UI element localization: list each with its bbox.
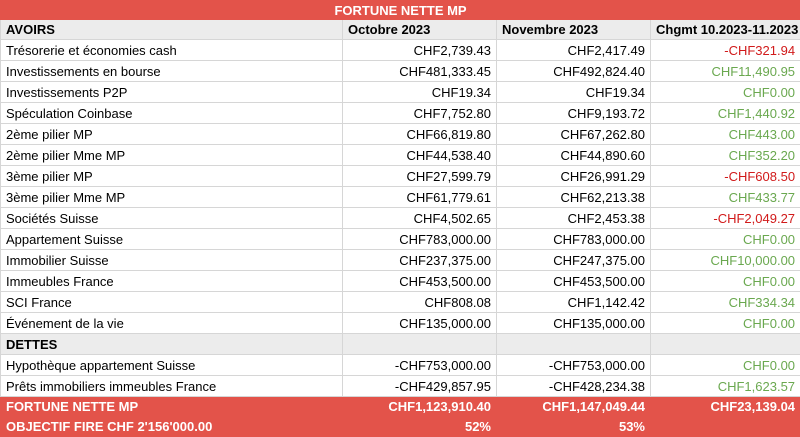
november-value[interactable]: CHF492,824.40 (497, 61, 651, 82)
change-value[interactable]: CHF352.20 (651, 145, 800, 166)
row-label[interactable]: Appartement Suisse (1, 229, 343, 250)
total-row (1, 397, 800, 417)
october-value[interactable]: CHF783,000.00 (343, 229, 497, 250)
table-row (1, 82, 800, 103)
change-value[interactable]: -CHF608.50 (651, 166, 800, 187)
header-november[interactable]: Novembre 2023 (497, 20, 651, 40)
row-label[interactable]: SCI France (1, 292, 343, 313)
table-row (1, 376, 800, 397)
october-value[interactable]: CHF481,333.45 (343, 61, 497, 82)
row-label[interactable]: Investissements en bourse (1, 61, 343, 82)
table-row (1, 145, 800, 166)
november-value[interactable]: CHF26,991.29 (497, 166, 651, 187)
objectif-november[interactable]: 53% (497, 417, 651, 437)
october-value[interactable]: CHF237,375.00 (343, 250, 497, 271)
sheet-title: FORTUNE NETTE MP (1, 1, 800, 20)
november-value[interactable]: CHF1,142.42 (497, 292, 651, 313)
november-value[interactable]: -CHF428,234.38 (497, 376, 651, 397)
change-value[interactable]: CHF0.00 (651, 229, 800, 250)
october-value[interactable]: CHF66,819.80 (343, 124, 497, 145)
november-value[interactable]: CHF62,213.38 (497, 187, 651, 208)
empty-cell[interactable] (497, 334, 651, 355)
change-value[interactable]: CHF1,623.57 (651, 376, 800, 397)
change-value[interactable]: CHF11,490.95 (651, 61, 800, 82)
section-dettes-row (1, 334, 800, 355)
row-label[interactable]: Immobilier Suisse (1, 250, 343, 271)
november-value[interactable]: CHF2,453.38 (497, 208, 651, 229)
row-label[interactable]: Événement de la vie (1, 313, 343, 334)
table-row (1, 166, 800, 187)
october-value[interactable]: -CHF753,000.00 (343, 355, 497, 376)
november-value[interactable]: CHF67,262.80 (497, 124, 651, 145)
empty-cell[interactable] (651, 334, 800, 355)
row-label[interactable]: 3ème pilier Mme MP (1, 187, 343, 208)
october-value[interactable]: CHF808.08 (343, 292, 497, 313)
october-value[interactable]: CHF4,502.65 (343, 208, 497, 229)
objectif-change[interactable] (651, 417, 800, 437)
change-value[interactable]: CHF0.00 (651, 313, 800, 334)
change-value[interactable]: -CHF2,049.27 (651, 208, 800, 229)
november-value[interactable]: CHF44,890.60 (497, 145, 651, 166)
change-value[interactable]: CHF334.34 (651, 292, 800, 313)
total-october[interactable]: CHF1,123,910.40 (343, 397, 497, 417)
table-row (1, 271, 800, 292)
total-november[interactable]: CHF1,147,049.44 (497, 397, 651, 417)
november-value[interactable]: CHF9,193.72 (497, 103, 651, 124)
total-label[interactable]: FORTUNE NETTE MP (1, 397, 343, 417)
row-label[interactable]: Sociétés Suisse (1, 208, 343, 229)
row-label[interactable]: Trésorerie et économies cash (1, 40, 343, 61)
october-value[interactable]: CHF19.34 (343, 82, 497, 103)
november-value[interactable]: CHF135,000.00 (497, 313, 651, 334)
table-row (1, 313, 800, 334)
november-value[interactable]: CHF2,417.49 (497, 40, 651, 61)
october-value[interactable]: CHF135,000.00 (343, 313, 497, 334)
table-row (1, 355, 800, 376)
row-label[interactable]: Hypothèque appartement Suisse (1, 355, 343, 376)
title-row (1, 1, 800, 20)
october-value[interactable]: CHF61,779.61 (343, 187, 497, 208)
row-label[interactable]: Spéculation Coinbase (1, 103, 343, 124)
table-row (1, 124, 800, 145)
table-row (1, 208, 800, 229)
november-value[interactable]: CHF247,375.00 (497, 250, 651, 271)
row-label[interactable]: 2ème pilier MP (1, 124, 343, 145)
november-value[interactable]: -CHF753,000.00 (497, 355, 651, 376)
table-row (1, 229, 800, 250)
table-row (1, 61, 800, 82)
header-row (1, 20, 800, 40)
change-value[interactable]: CHF1,440.92 (651, 103, 800, 124)
row-label[interactable]: 3ème pilier MP (1, 166, 343, 187)
table-row (1, 40, 800, 61)
objectif-october[interactable]: 52% (343, 417, 497, 437)
october-value[interactable]: CHF7,752.80 (343, 103, 497, 124)
october-value[interactable]: CHF2,739.43 (343, 40, 497, 61)
change-value[interactable]: -CHF321.94 (651, 40, 800, 61)
table-row (1, 250, 800, 271)
november-value[interactable]: CHF19.34 (497, 82, 651, 103)
header-avoirs[interactable]: AVOIRS (1, 20, 343, 40)
change-value[interactable]: CHF0.00 (651, 271, 800, 292)
header-change[interactable]: Chgmt 10.2023-11.2023 (651, 20, 800, 40)
table-row (1, 187, 800, 208)
row-label[interactable]: Investissements P2P (1, 82, 343, 103)
october-value[interactable]: CHF44,538.40 (343, 145, 497, 166)
change-value[interactable]: CHF0.00 (651, 82, 800, 103)
october-value[interactable]: -CHF429,857.95 (343, 376, 497, 397)
row-label[interactable]: Prêts immobiliers immeubles France (1, 376, 343, 397)
october-value[interactable]: CHF453,500.00 (343, 271, 497, 292)
change-value[interactable]: CHF433.77 (651, 187, 800, 208)
october-value[interactable]: CHF27,599.79 (343, 166, 497, 187)
row-label[interactable]: 2ème pilier Mme MP (1, 145, 343, 166)
change-value[interactable]: CHF0.00 (651, 355, 800, 376)
objectif-row (1, 417, 800, 437)
table-row (1, 103, 800, 124)
november-value[interactable]: CHF783,000.00 (497, 229, 651, 250)
header-october[interactable]: Octobre 2023 (343, 20, 497, 40)
table-row (1, 292, 800, 313)
change-value[interactable]: CHF10,000.00 (651, 250, 800, 271)
november-value[interactable]: CHF453,500.00 (497, 271, 651, 292)
empty-cell[interactable] (343, 334, 497, 355)
total-change[interactable]: CHF23,139.04 (651, 397, 800, 417)
change-value[interactable]: CHF443.00 (651, 124, 800, 145)
objectif-label[interactable]: OBJECTIF FIRE CHF 2'156'000.00 (1, 417, 343, 437)
row-label[interactable]: Immeubles France (1, 271, 343, 292)
section-dettes-label[interactable]: DETTES (1, 334, 343, 355)
